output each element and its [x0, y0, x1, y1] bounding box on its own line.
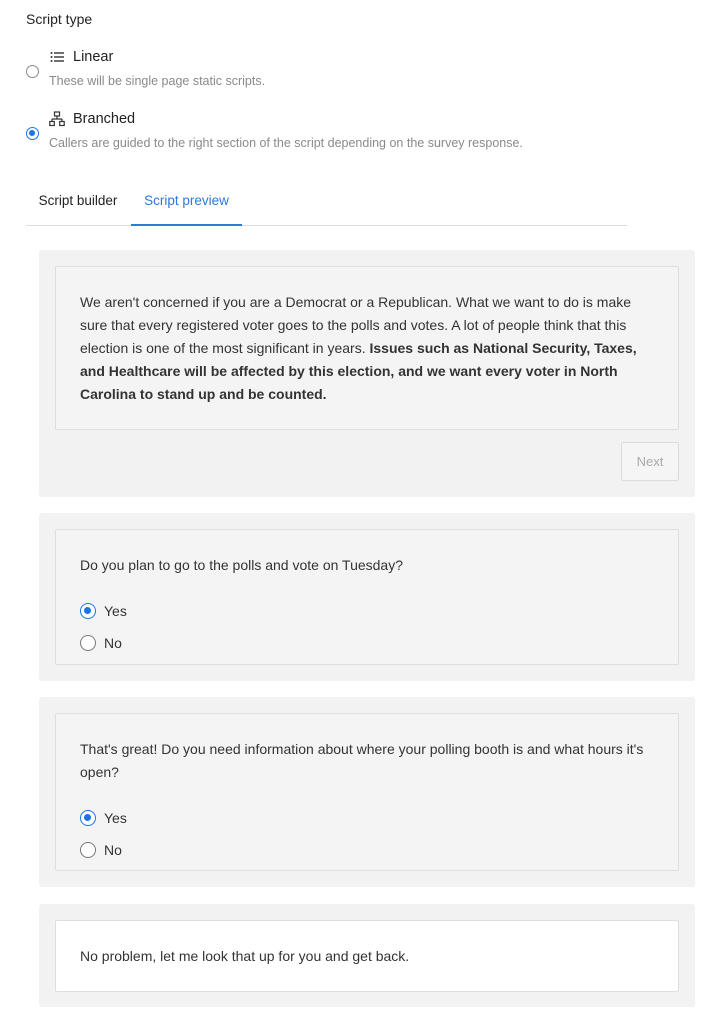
intro-text-plain: We aren't concerned if you are a Democrat or a Republican. What we want to do is make sure that every registered voter goes to the polls and votes. A lot of people think that this election is one of the most significant in years.	[80, 294, 632, 356]
answer-no[interactable]	[80, 635, 122, 651]
script-type-option-branched[interactable]	[26, 111, 646, 155]
answer-label: No	[104, 635, 122, 651]
question-2-card	[55, 713, 679, 871]
intro-text	[80, 291, 654, 406]
option-desc-linear: These will be single page static scripts.	[49, 74, 266, 88]
script-section-closing	[39, 904, 695, 1007]
question-1-card	[55, 529, 679, 665]
radio-yes[interactable]	[80, 810, 96, 826]
question-1-text: Do you plan to go to the polls and vote on Tuesday?	[80, 557, 404, 573]
option-label-branched: Branched	[73, 111, 136, 127]
radio-linear[interactable]	[26, 65, 39, 78]
option-desc-branched: Callers are guided to the right section of the script depending on the survey response.	[49, 136, 523, 150]
radio-branched[interactable]	[26, 127, 39, 140]
tab-script-preview[interactable]: Script preview	[131, 178, 242, 226]
section-title: Script type	[26, 11, 93, 27]
question-2-text: That's great! Do you need information about where your polling booth is and what hours it's open?	[80, 741, 644, 780]
script-section-intro	[39, 250, 695, 497]
answer-label: Yes	[104, 603, 127, 619]
script-type-option-linear[interactable]	[26, 49, 586, 93]
radio-no[interactable]	[80, 842, 96, 858]
option-label-linear: Linear	[73, 49, 114, 65]
answer-yes[interactable]	[80, 603, 127, 619]
script-section-question-2	[39, 697, 695, 887]
radio-no[interactable]	[80, 635, 96, 651]
next-button[interactable]: Next	[621, 442, 679, 481]
intro-text-bold: Issues such as National Security, Taxes, and Healthcare will be affected by this election, and we want every voter in North Carolina to stand up and be counted.	[80, 340, 637, 402]
closing-text: No problem, let me look that up for you and get back.	[80, 948, 410, 964]
tab-script-builder[interactable]: Script builder	[38, 193, 118, 208]
sitemap-icon	[49, 111, 65, 127]
script-section-question-1	[39, 513, 695, 681]
intro-card	[55, 266, 679, 430]
tab-bar	[26, 178, 627, 226]
answer-label: Yes	[104, 810, 127, 826]
closing-card	[55, 920, 679, 992]
list-icon	[49, 49, 65, 65]
answer-label: No	[104, 842, 122, 858]
answer-yes[interactable]	[80, 810, 127, 826]
radio-yes[interactable]	[80, 603, 96, 619]
answer-no[interactable]	[80, 842, 122, 858]
